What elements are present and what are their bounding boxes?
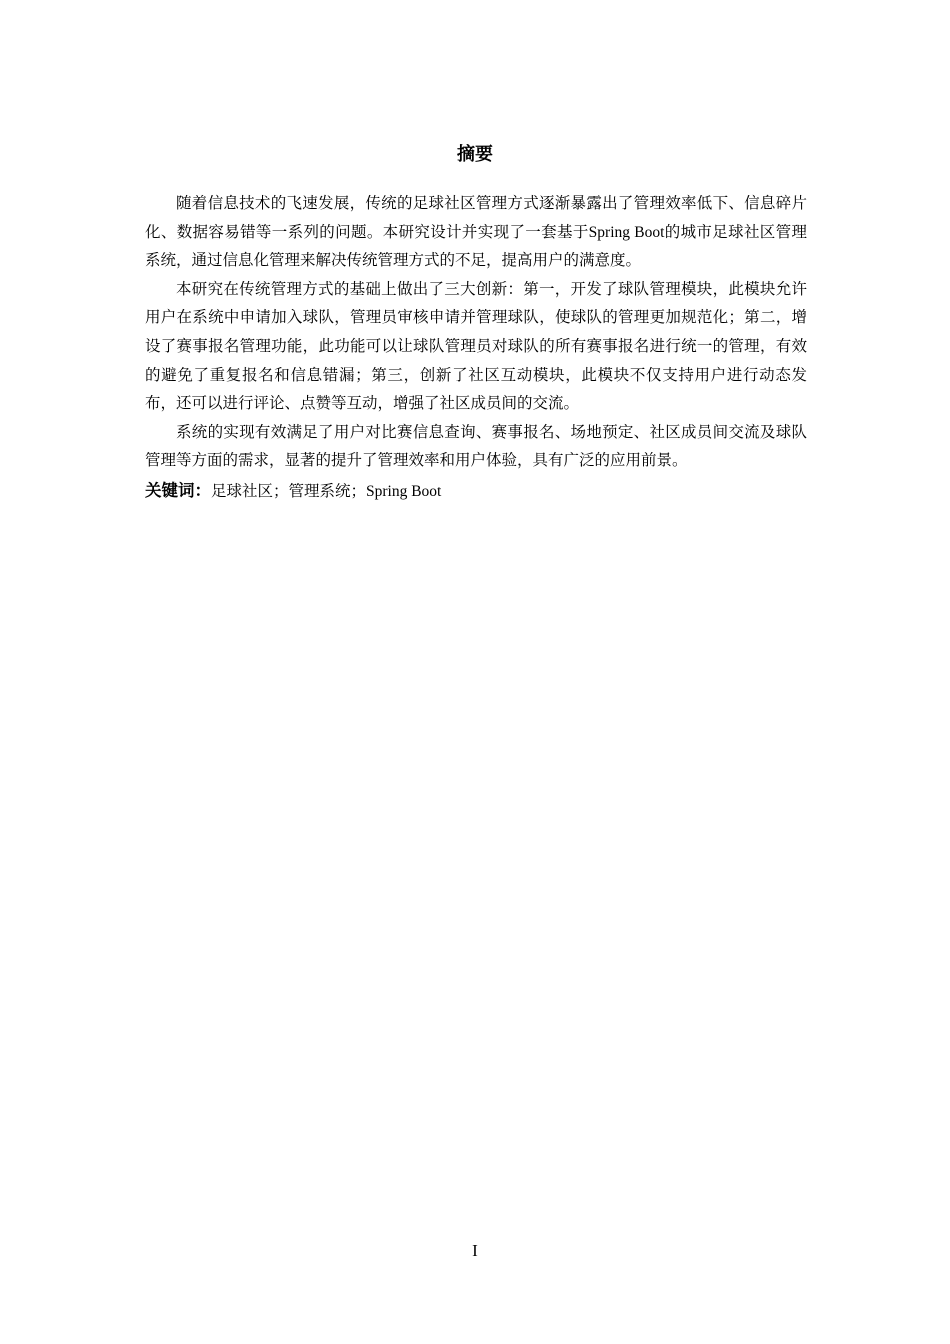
abstract-paragraph-2: 本研究在传统管理方式的基础上做出了三大创新：第一，开发了球队管理模块，此模块允许用户在系统中申请加入球队，管理员审核申请并管理球队，使球队的管理更加规范化；第二，增设了赛事报名管理功能，此功能可以让球队管理员对球队的所有赛事报名进行统一的管理，有效的避免了重复报名和信息错漏；第三，创新了社区互动模块，此模块不仅支持用户进行动态发布，还可以进行评论、点赞等互动，增强了社区成员间的交流。 <box>145 280 807 413</box>
abstract-title: 摘要 <box>457 144 493 165</box>
abstract-body <box>145 190 807 507</box>
keywords-separator: ： <box>194 480 211 500</box>
keywords-line <box>145 476 807 507</box>
abstract-paragraph-3: 系统的实现有效满足了用户对比赛信息查询、赛事报名、场地预定、社区成员间交流及球队管理等方面的需求，显著的提升了管理效率和用户体验，具有广泛的应用前景。 <box>145 423 807 470</box>
page-number: I <box>472 1241 478 1260</box>
abstract-paragraph-1: 随着信息技术的飞速发展，传统的足球社区管理方式逐渐暴露出了管理效率低下、信息碎片化、数据容易错等一系列的问题。本研究设计并实现了一套基于Spring Boot的城市足球社区管理系统，通过信息化管理来解决传统管理方式的不足，提高用户的满意度。 <box>145 195 807 270</box>
keywords-text: 足球社区；管理系统；Spring Boot <box>211 482 442 500</box>
keywords-label: 关键词 <box>145 480 195 500</box>
